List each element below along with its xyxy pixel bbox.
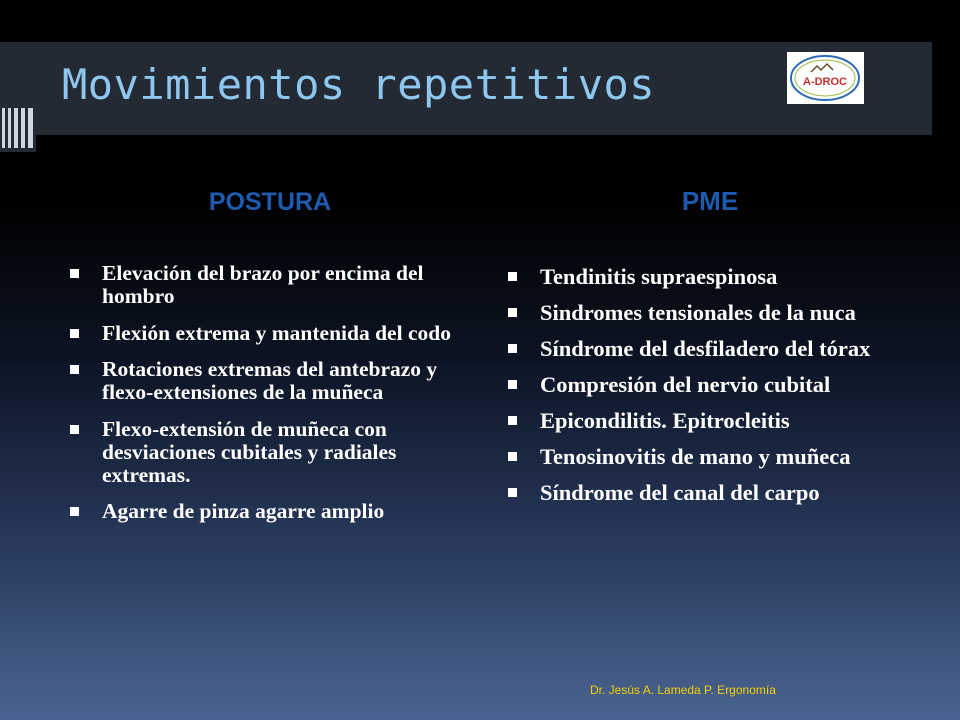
list-item-text: Compresión del nervio cubital — [540, 372, 831, 397]
list-item-text: Epicondilitis. Epitrocleitis — [540, 408, 790, 433]
list-item-text: Tendinitis supraespinosa — [540, 264, 778, 289]
list-item-text: Elevación del brazo por encima del hombro — [102, 261, 424, 308]
list-item-text: Flexo-extensión de muñeca con desviaciones cubitales y radiales extremas. — [102, 416, 397, 487]
bullet-icon — [70, 507, 79, 516]
list-item-text: Síndrome del canal del carpo — [540, 480, 820, 505]
list-item-text: Sindromes tensionales de la nuca — [540, 300, 856, 325]
list-item — [508, 264, 928, 290]
bullet-icon — [70, 329, 79, 338]
svg-text:A-DROC: A-DROC — [803, 76, 847, 88]
bullet-icon — [508, 488, 517, 497]
list-item — [508, 480, 928, 506]
list-item — [508, 336, 928, 362]
list-item — [508, 444, 928, 470]
pme-heading: PME — [681, 186, 739, 216]
footer-credit: Dr. Jesús A. Lameda P. Ergonomía — [590, 683, 776, 697]
list-item — [70, 358, 470, 404]
bullet-icon — [70, 365, 79, 374]
decorative-stripes — [0, 104, 36, 152]
bullet-icon — [70, 269, 79, 278]
bullet-icon — [508, 380, 517, 389]
list-item-text: Tenosinovitis de mano y muñeca — [540, 444, 851, 469]
bullet-icon — [508, 416, 517, 425]
list-item — [508, 300, 928, 326]
bullet-icon — [70, 425, 79, 434]
list-item-text: Rotaciones extremas del antebrazo y flexo-extensiones de la muñeca — [102, 357, 438, 404]
list-item-text: Flexión extrema y mantenida del codo — [102, 320, 451, 345]
bullet-icon — [508, 344, 517, 353]
bullet-icon — [508, 452, 517, 461]
postura-list — [70, 262, 470, 537]
list-item — [70, 322, 470, 345]
list-item — [70, 418, 470, 487]
list-item — [508, 408, 928, 434]
list-item-text: Síndrome del desfiladero del tórax — [540, 336, 871, 361]
bullet-icon — [508, 272, 517, 281]
bullet-icon — [508, 308, 517, 317]
list-item — [508, 372, 928, 398]
list-item — [70, 500, 470, 523]
logo-emblem-icon — [787, 52, 864, 104]
logo — [787, 52, 864, 104]
slide-title: Movimientos repetitivos — [62, 60, 656, 109]
postura-heading: POSTURA — [208, 188, 332, 216]
pme-list — [508, 264, 928, 516]
list-item — [70, 262, 470, 308]
list-item-text: Agarre de pinza agarre amplio — [102, 499, 385, 523]
